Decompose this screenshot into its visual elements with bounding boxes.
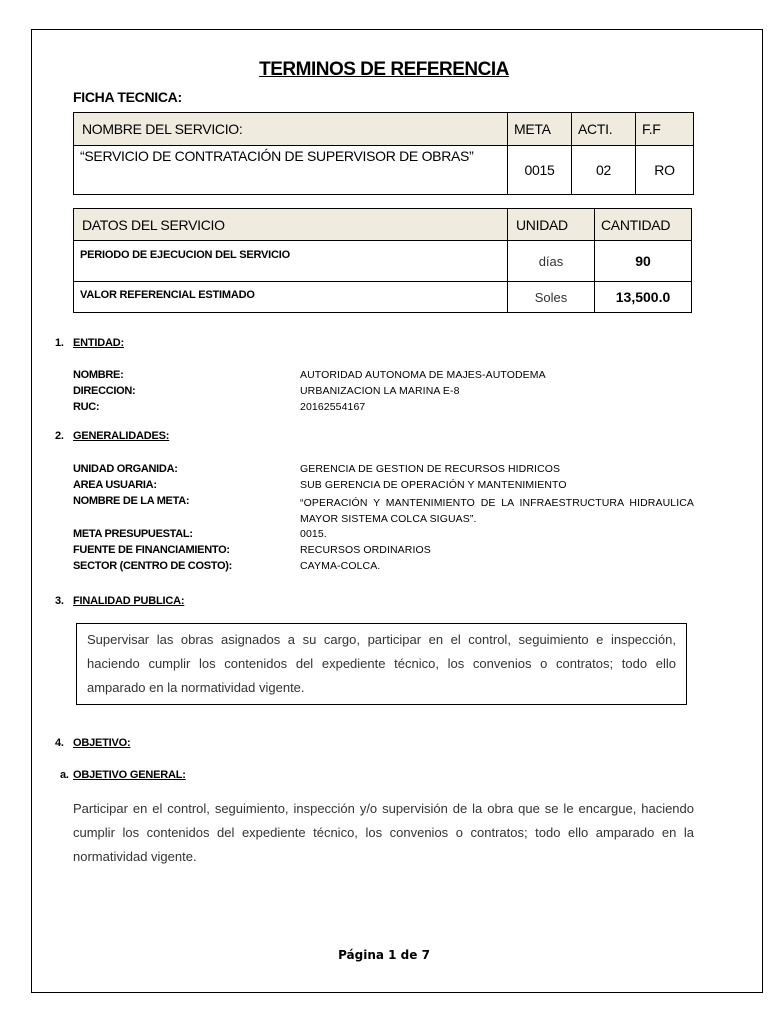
header-ff: F.F <box>636 113 694 146</box>
periodo-cantidad: 90 <box>595 241 692 282</box>
service-table <box>73 112 694 195</box>
area-value: SUB GERENCIA DE OPERACIÓN Y MANTENIMIENTO <box>300 479 567 491</box>
header-nombre-servicio: NOMBRE DEL SERVICIO: <box>74 113 508 146</box>
section-number: 2. <box>55 430 64 442</box>
ff-value: RO <box>636 146 694 195</box>
meta-label: NOMBRE DE LA META: <box>73 495 190 507</box>
fuente-label: FUENTE DE FINANCIAMIENTO: <box>73 544 230 556</box>
meta-value: 0015 <box>508 146 572 195</box>
presupuestal-label: META PRESUPUESTAL: <box>73 528 193 540</box>
valor-label: VALOR REFERENCIAL ESTIMADO <box>74 282 508 313</box>
header-meta: META <box>508 113 572 146</box>
valor-cantidad: 13,500.0 <box>595 282 692 313</box>
service-name: “SERVICIO DE CONTRATACIÓN DE SUPERVISOR DE OBRAS” <box>74 146 508 195</box>
section-label: GENERALIDADES: <box>73 430 170 442</box>
ruc-value: 20162554167 <box>300 401 366 413</box>
subsection-label: OBJETIVO GENERAL: <box>73 769 186 781</box>
periodo-label: PERIODO DE EJECUCION DEL SERVICIO <box>74 241 508 282</box>
valor-unidad: Soles <box>508 282 595 313</box>
unidad-value: GERENCIA DE GESTION DE RECURSOS HIDRICOS <box>300 463 561 475</box>
area-label: AREA USUARIA: <box>73 479 157 491</box>
acti-value: 02 <box>572 146 636 195</box>
section-label: ENTIDAD: <box>73 337 124 349</box>
subsection-letter: a. <box>60 769 69 781</box>
section-number: 4. <box>55 737 64 749</box>
ruc-label: RUC: <box>73 401 100 413</box>
periodo-unidad: días <box>508 241 595 282</box>
fuente-value: RECURSOS ORDINARIOS <box>300 544 431 556</box>
unidad-label: UNIDAD ORGANIDA: <box>73 463 178 475</box>
header-cantidad: CANTIDAD <box>595 209 692 241</box>
service-data-table <box>73 208 692 313</box>
header-datos-servicio: DATOS DEL SERVICIO <box>74 209 508 241</box>
header-unidad: UNIDAD <box>508 209 595 241</box>
section-label: OBJETIVO: <box>73 737 131 749</box>
section-number: 3. <box>55 595 64 607</box>
section-number: 1. <box>55 337 64 349</box>
document-title: TERMINOS DE REFERENCIA <box>259 59 509 80</box>
direccion-label: DIRECCION: <box>73 385 136 397</box>
direccion-value: URBANIZACION LA MARINA E-8 <box>300 385 460 397</box>
presupuestal-value: 0015. <box>300 528 327 540</box>
sector-value: CAYMA-COLCA. <box>300 560 381 572</box>
sector-label: SECTOR (CENTRO DE COSTO): <box>73 560 232 572</box>
header-acti: ACTI. <box>572 113 636 146</box>
ficha-tecnica-heading: FICHA TECNICA: <box>73 89 182 105</box>
page-number-footer: Página 1 de 7 <box>338 948 430 962</box>
finalidad-box: Supervisar las obras asignados a su cargo, participar en el control, seguimiento e inspección, haciendo cumplir los contenidos del expediente técnico, los convenios o contratos; todo ello amparado en la normatividad vigente. <box>76 623 687 705</box>
objetivo-general-text: Participar en el control, seguimiento, inspección y/o supervisión de la obra que se le encargue, haciendo cumplir los contenidos del expediente técnico, los convenios o contratos; todo ello amparado en la normatividad vigente. <box>73 801 694 864</box>
nombre-value: AUTORIDAD AUTONOMA DE MAJES-AUTODEMA <box>300 369 546 381</box>
section-label: FINALIDAD PUBLICA: <box>73 595 185 607</box>
nombre-label: NOMBRE: <box>73 369 124 381</box>
meta-value-text: “OPERACIÓN Y MANTENIMIENTO DE LA INFRAESTRUCTURA HIDRAULICA MAYOR SISTEMA COLCA SIGUAS”. <box>300 497 694 525</box>
